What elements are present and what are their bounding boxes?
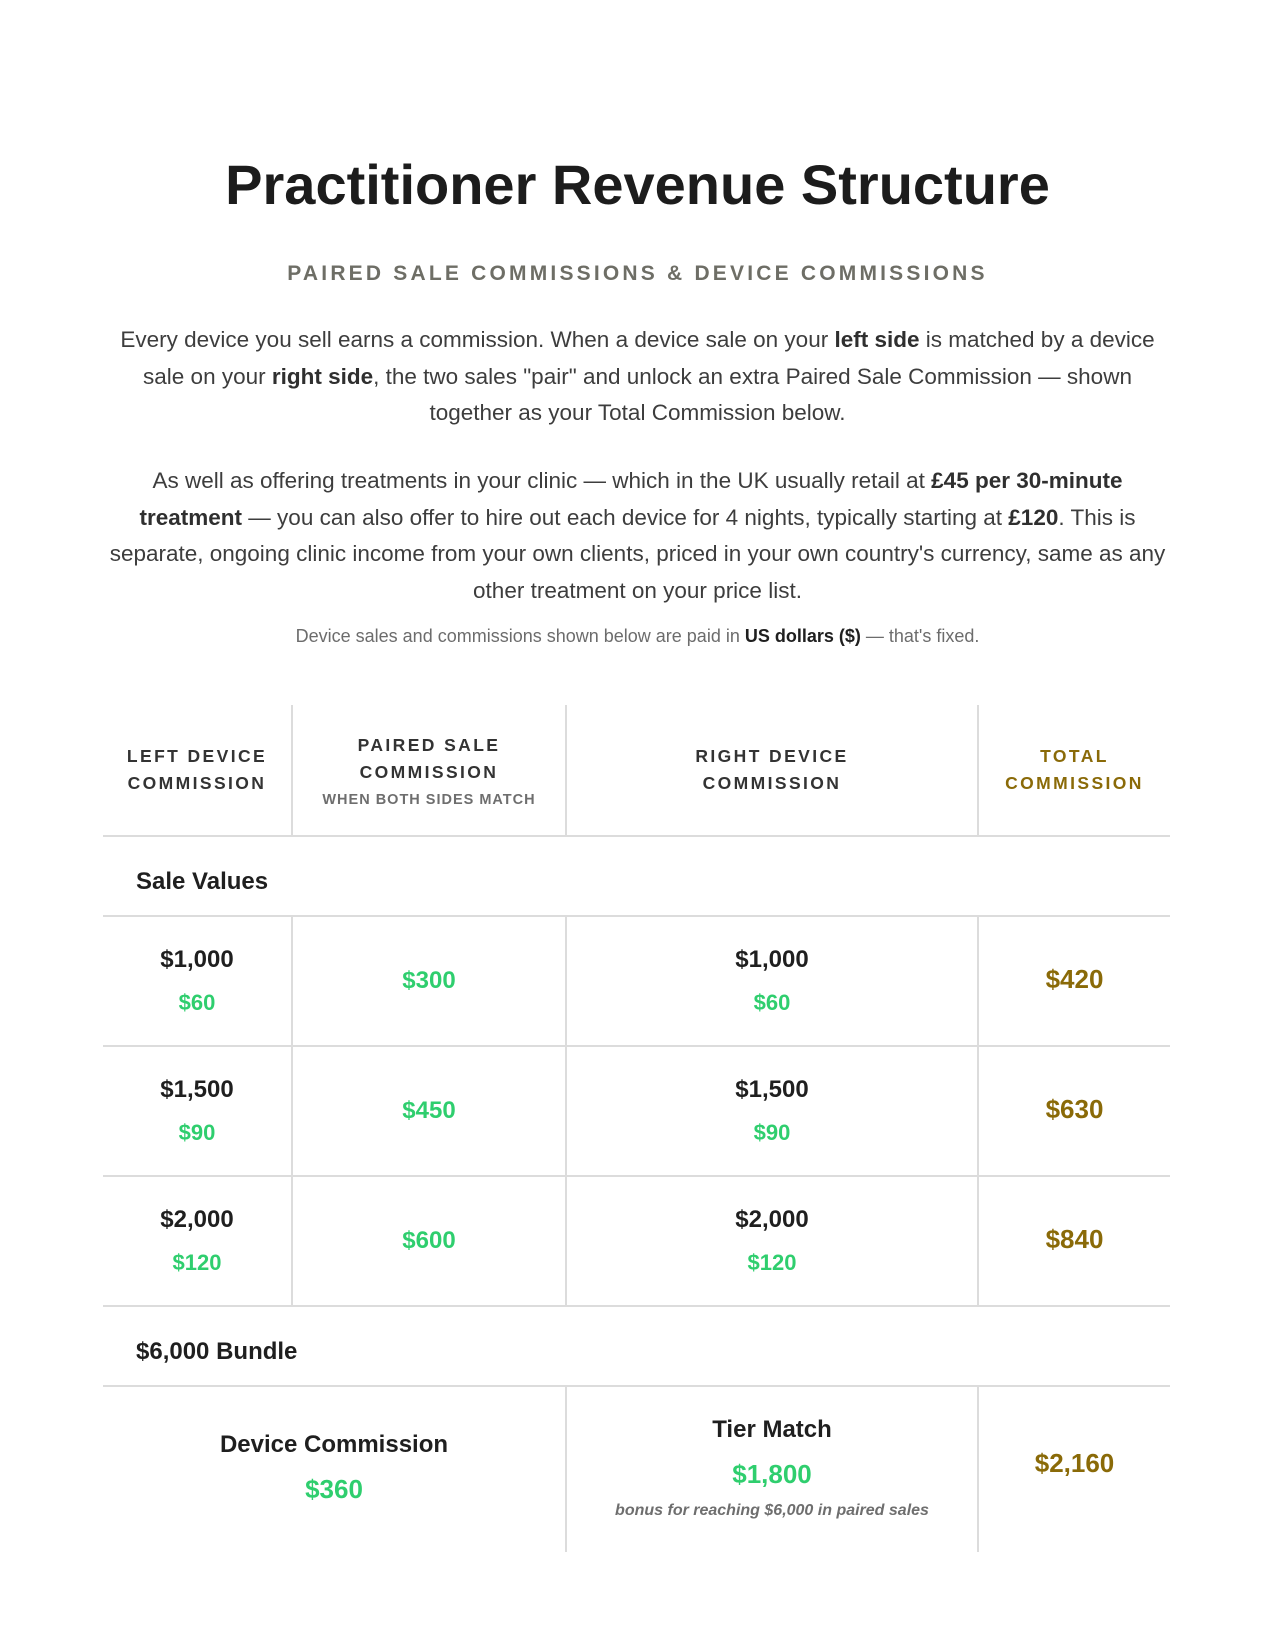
paired-commission-value: $450 xyxy=(402,1097,456,1124)
intro-text: , the two sales "pair" and unlock an extra Paired Sale Commission — shown together as your Total Commission below. xyxy=(373,363,1132,425)
header-label: RIGHT DEVICE COMMISSION xyxy=(695,746,849,793)
table-row-2-total xyxy=(979,1047,1170,1171)
left-sale-value: $2,000 xyxy=(160,1206,234,1233)
row-divider xyxy=(103,1305,1170,1307)
bundle-device-commission xyxy=(103,1387,565,1547)
table-row-2-paired xyxy=(293,1047,565,1175)
header-paired-sale xyxy=(293,705,565,835)
header-sublabel: WHEN BOTH SIDES MATCH xyxy=(322,792,536,808)
currency-note xyxy=(0,626,1275,647)
header-label: TOTAL COMMISSION xyxy=(1005,746,1144,793)
bundle-tier-match xyxy=(567,1387,977,1547)
intro-bold-hire-price: £120 xyxy=(1008,504,1059,530)
total-commission-value: $420 xyxy=(1045,963,1104,994)
note-text: — that's fixed. xyxy=(860,626,980,646)
row-divider xyxy=(103,835,1170,837)
right-sale-value: $1,500 xyxy=(735,1076,809,1103)
left-commission-value: $60 xyxy=(178,990,216,1015)
intro-bold-right-side: right side xyxy=(271,363,374,389)
table-row-3-left xyxy=(103,1177,291,1305)
header-total xyxy=(979,705,1170,835)
intro-text: . This is separate, ongoing clinic income from your own clients, priced in your own country's currency, same as any other treatment on your price list. xyxy=(109,504,1166,603)
section-label-bundle: $6,000 Bundle xyxy=(136,1338,298,1365)
left-commission-value: $120 xyxy=(172,1250,222,1275)
total-commission-value: $840 xyxy=(1045,1223,1104,1254)
intro-bold-treatment-price: £45 per 30-minute treatment xyxy=(139,468,1123,530)
bundle-device-label: Device Commission xyxy=(219,1430,449,1458)
left-commission-value: $90 xyxy=(178,1120,216,1145)
right-commission-value: $60 xyxy=(753,990,791,1015)
header-label: PAIRED SALE COMMISSION xyxy=(357,735,501,782)
note-text: Device sales and commissions shown below are paid in xyxy=(295,626,745,646)
paired-commission-value: $600 xyxy=(402,1227,456,1254)
intro-paragraph-1 xyxy=(108,322,1167,432)
table-row-2-right xyxy=(567,1047,977,1175)
note-bold-currency: US dollars ($) xyxy=(744,626,861,646)
table-row-3-paired xyxy=(293,1177,565,1305)
table-row-1-right xyxy=(567,917,977,1045)
bundle-total xyxy=(979,1387,1170,1539)
right-commission-value: $120 xyxy=(747,1250,797,1275)
table-row-3-right xyxy=(567,1177,977,1305)
right-sale-value: $1,000 xyxy=(735,946,809,973)
left-sale-value: $1,000 xyxy=(160,946,234,973)
page-title: Practitioner Revenue Structure xyxy=(225,153,1050,216)
right-commission-value: $90 xyxy=(753,1120,791,1145)
intro-text: As well as offering treatments in your clinic — which in the UK usually retail at xyxy=(152,468,932,493)
page-subtitle: PAIRED SALE COMMISSIONS & DEVICE COMMISSIONS xyxy=(287,262,988,285)
table-row-1-left xyxy=(103,917,291,1045)
bundle-tier-value: $1,800 xyxy=(732,1458,812,1489)
paired-commission-value: $300 xyxy=(402,967,456,994)
bundle-tier-note: bonus for reaching $6,000 in paired sales xyxy=(615,1501,929,1519)
table-row-2-left xyxy=(103,1047,291,1175)
table-row-3-total xyxy=(979,1177,1170,1301)
right-sale-value: $2,000 xyxy=(735,1206,809,1233)
left-sale-value: $1,500 xyxy=(160,1076,234,1103)
intro-text: is matched by a device sale on your xyxy=(143,327,1155,389)
bundle-device-value: $360 xyxy=(305,1473,363,1504)
intro-text: Every device you sell earns a commission. When a device sale on your xyxy=(120,327,835,352)
intro-bold-left-side: left side xyxy=(834,327,920,352)
intro-paragraph-2 xyxy=(108,463,1167,609)
header-right-device xyxy=(567,705,977,835)
section-label-sale-values: Sale Values xyxy=(136,868,269,895)
header-label: LEFT DEVICE COMMISSION xyxy=(126,746,268,793)
bundle-tier-label: Tier Match xyxy=(712,1415,832,1443)
intro-text: — you can also offer to hire out each device for 4 nights, typically starting at xyxy=(242,504,1009,530)
table-row-1-total xyxy=(979,917,1170,1041)
table-row-1-paired xyxy=(293,917,565,1045)
total-commission-value: $630 xyxy=(1045,1093,1104,1124)
header-left-device xyxy=(103,705,291,835)
bundle-total-value: $2,160 xyxy=(1034,1447,1115,1478)
